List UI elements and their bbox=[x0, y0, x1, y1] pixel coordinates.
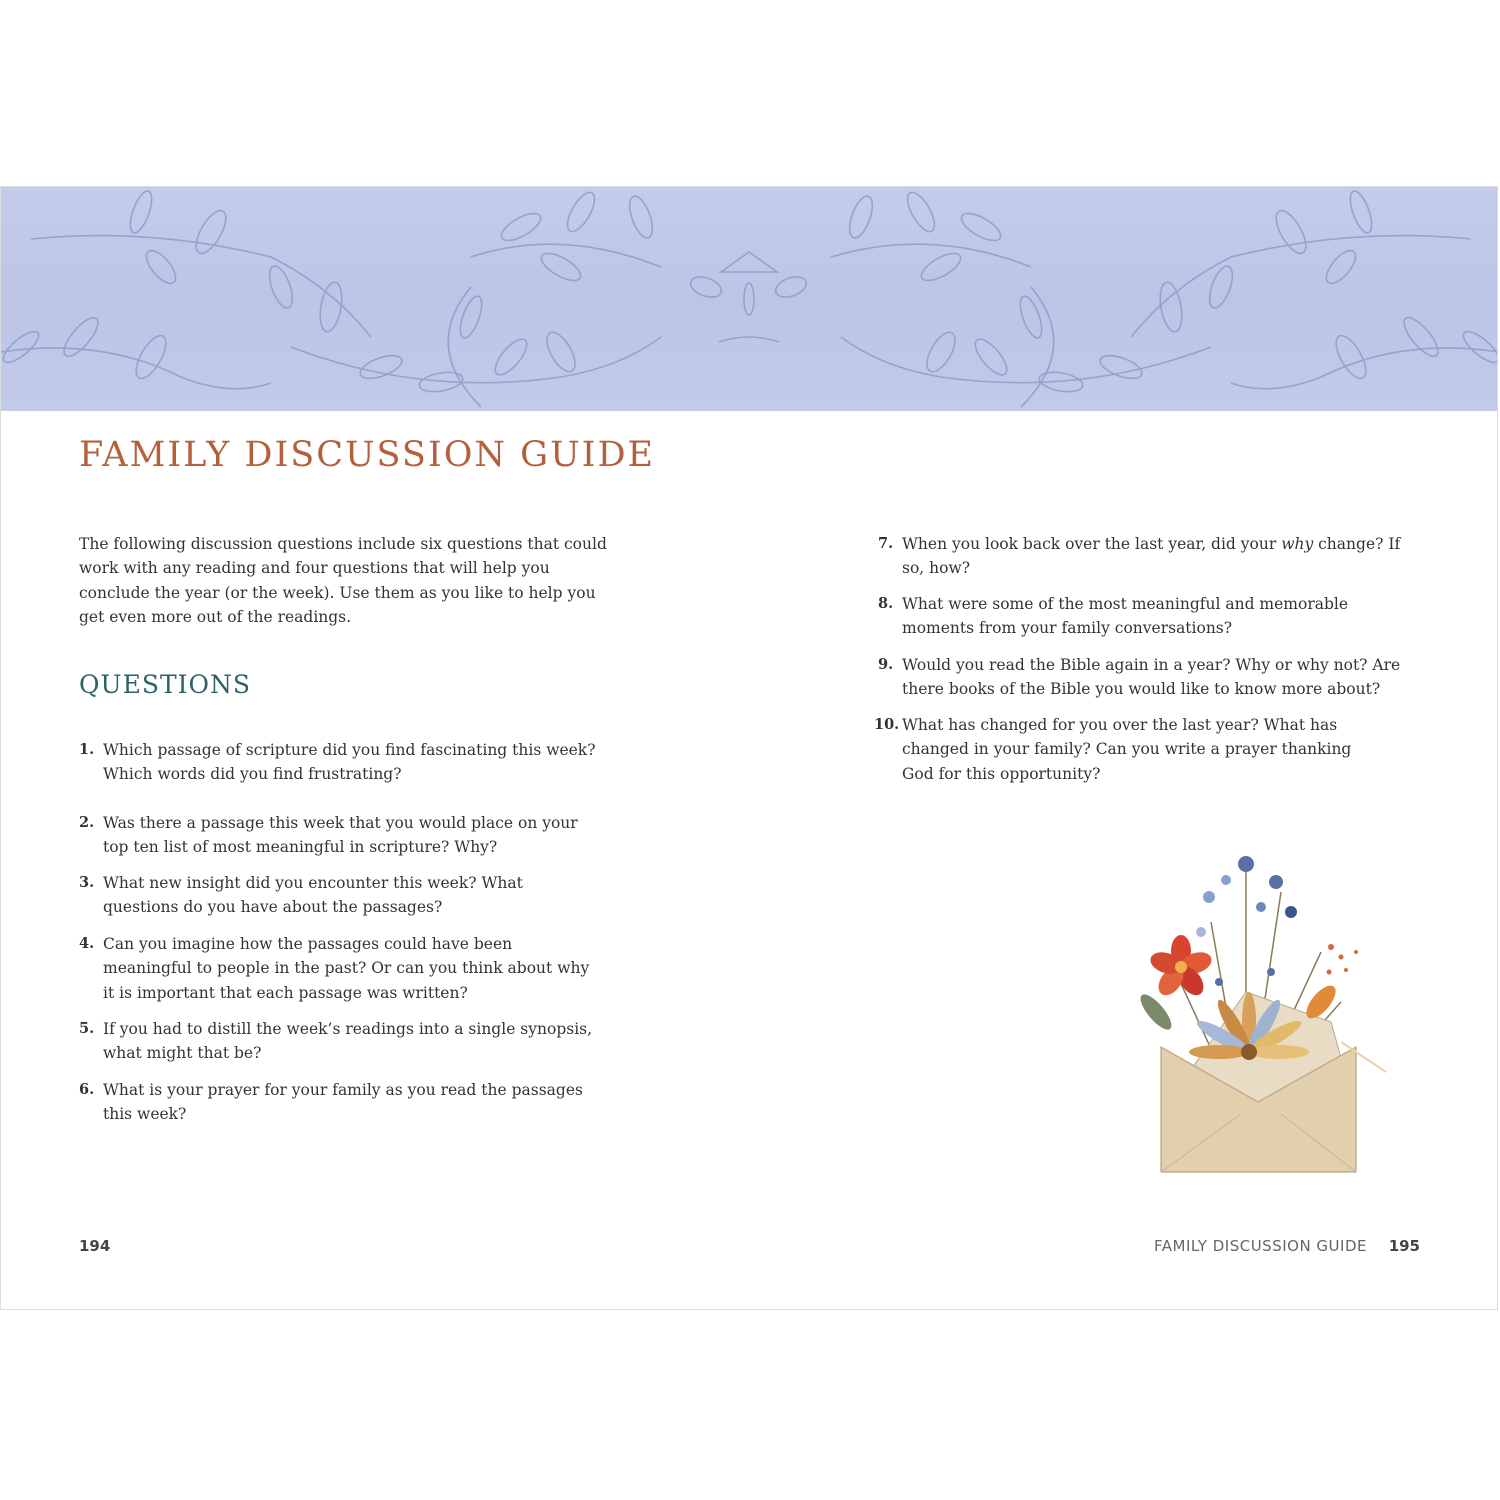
question-number: 7. bbox=[878, 535, 894, 552]
question-text: What is your prayer for your family as you read the passages this week? bbox=[103, 1081, 583, 1124]
question-number: 8. bbox=[878, 595, 894, 612]
question-text-emphasis: why bbox=[1281, 535, 1314, 553]
question-8 bbox=[878, 592, 1418, 641]
question-text-end: change? If so, how? bbox=[902, 535, 1401, 578]
question-number: 2. bbox=[79, 814, 95, 831]
question-number: 3. bbox=[79, 874, 95, 891]
question-text: What has changed for you over the last year? What has changed in your family? Can you write a prayer thanking God for this opportunity? bbox=[902, 716, 1352, 783]
questions-heading: QUESTIONS bbox=[79, 670, 251, 699]
question-text: What were some of the most meaningful and memorable moments from your family conversations? bbox=[902, 595, 1349, 638]
question-text: Which passage of scripture did you find fascinating this week? Which words did you find frustrating? bbox=[103, 741, 596, 784]
question-number: 10. bbox=[874, 716, 900, 733]
left-page-number: 194 bbox=[79, 1237, 111, 1255]
page-title: FAMILY DISCUSSION GUIDE bbox=[79, 435, 656, 475]
leaf-vine-pattern bbox=[1, 187, 1497, 411]
question-number: 1. bbox=[79, 741, 95, 758]
decorative-banner bbox=[1, 187, 1497, 411]
right-page-number: 195 bbox=[1388, 1237, 1420, 1255]
question-number: 5. bbox=[79, 1020, 95, 1037]
question-5 bbox=[79, 1017, 599, 1066]
question-1 bbox=[79, 738, 599, 787]
question-text: Was there a passage this week that you would place on your top ten list of most meaningful in scripture? Why? bbox=[103, 814, 578, 857]
question-text: Would you read the Bible again in a year? Why or why not? Are there books of the Bible you would like to know more about? bbox=[902, 656, 1401, 699]
question-number: 4. bbox=[79, 935, 95, 952]
question-number: 6. bbox=[79, 1081, 95, 1098]
running-head: FAMILY DISCUSSION GUIDE bbox=[1154, 1237, 1367, 1255]
intro-paragraph: The following discussion questions include six questions that could work with any reading and four questions that will help you conclude the year (or the week). Use them as you like to help you get even more out of the readings. bbox=[79, 535, 607, 627]
question-3 bbox=[79, 871, 599, 920]
question-4 bbox=[79, 932, 599, 1005]
question-text-start: When you look back over the last year, did your bbox=[902, 535, 1282, 553]
envelope-flowers-illustration bbox=[1131, 852, 1391, 1192]
question-7 bbox=[878, 532, 1418, 581]
question-6 bbox=[79, 1078, 599, 1127]
question-2 bbox=[79, 811, 599, 860]
question-9 bbox=[878, 653, 1418, 702]
question-text: Can you imagine how the passages could have been meaningful to people in the past? Or can you think about why it is important that each passage was written? bbox=[103, 935, 590, 1002]
question-number: 9. bbox=[878, 656, 894, 673]
question-10 bbox=[874, 713, 1378, 786]
question-text: What new insight did you encounter this week? What questions do you have about the passages? bbox=[103, 874, 523, 917]
book-spread bbox=[0, 186, 1498, 1310]
question-text: If you had to distill the week’s readings into a single synopsis, what might that be? bbox=[103, 1020, 593, 1063]
